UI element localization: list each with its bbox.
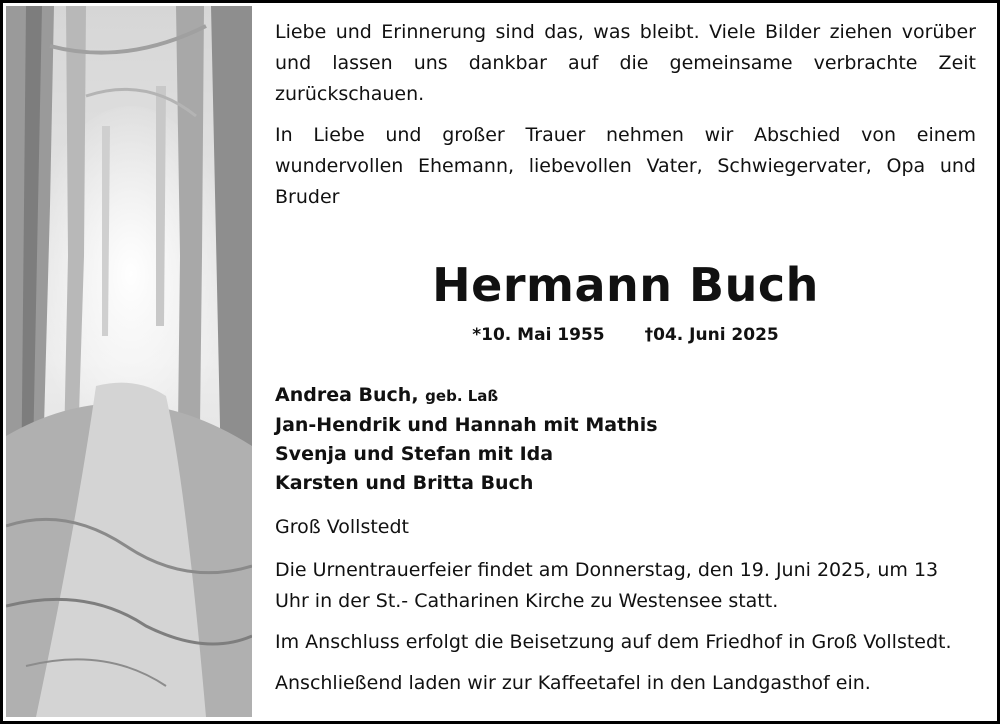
coffee-info: Anschließend laden wir zur Kaffeetafel in den Landgasthof ein. [275,672,871,694]
farewell-text: In Liebe und großer Trauer nehmen wir Abschied von einem wundervollen Ehemann, liebevollen Vater, Schwiegervater, Opa und Bruder [275,124,976,208]
family-member: Svenja und Stefan mit Ida [275,443,554,465]
family-member: Karsten und Britta Buch [275,472,534,494]
spouse-line [275,381,976,411]
spouse-maiden-name: geb. Laß [425,387,499,405]
spouse-name: Andrea Buch, [275,384,419,406]
death-date: †04. Juni 2025 [644,325,779,345]
family-list [275,381,976,498]
intro-quote: Liebe und Erinnerung sind das, was bleibt. Viele Bilder ziehen vorüber und lassen uns dankbar auf die gemeinsame verbrachte Zeit zurückschauen. [275,21,976,105]
birth-date: *10. Mai 1955 [472,325,605,345]
forest-path-image [6,6,252,717]
ceremony-info: Die Urnentrauerfeier findet am Donnerstag, den 19. Juni 2025, um 13 Uhr in der St.- Catharinen Kirche zu Westensee statt. [275,559,939,612]
burial-info: Im Anschluss erfolgt die Beisetzung auf dem Friedhof in Groß Vollstedt. [275,631,952,653]
obituary-text [275,17,976,699]
life-dates [275,325,976,345]
place-name: Groß Vollstedt [275,516,410,538]
forest-path-illustration [6,6,252,717]
family-member: Jan-Hendrik und Hannah mit Mathis [275,414,658,436]
deceased-name: Hermann Buch [432,258,819,312]
